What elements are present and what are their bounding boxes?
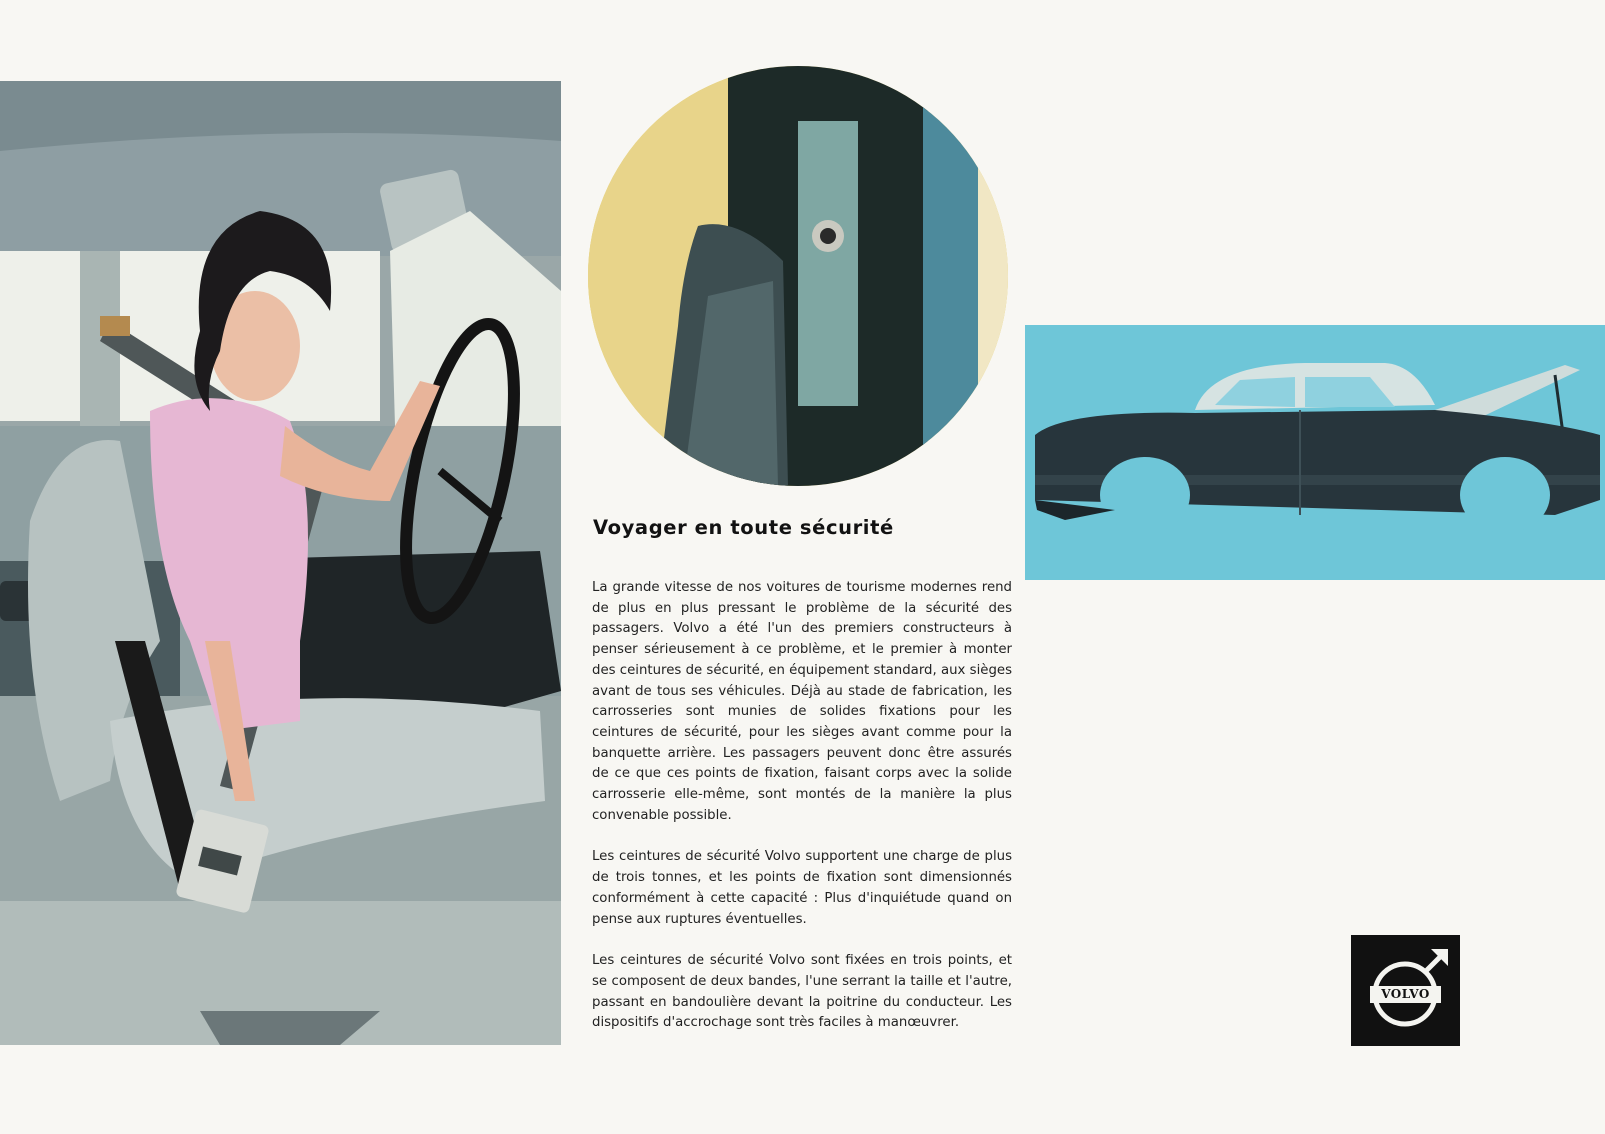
car-body-shell-illustration — [1025, 325, 1605, 580]
paragraph-3: Les ceintures de sécurité Volvo sont fixées en trois points, et se composent de deux bandes, l'une serrant la taille et l'autre, passant en bandoulière devant la poitrine du conducteur. Les dispositifs d'accrochage sont très faciles à manœuvrer. — [592, 953, 1012, 1031]
seatbelt-photo — [0, 81, 561, 1045]
car-interior-illustration — [0, 81, 561, 1045]
body-text — [592, 578, 1012, 1055]
logo-wordmark: VOLVO — [1370, 986, 1441, 1003]
belt-anchor-photo — [588, 66, 1008, 486]
car-body-photo — [1025, 325, 1605, 580]
page-headline: Voyager en toute sécurité — [593, 516, 894, 539]
paragraph-2: Les ceintures de sécurité Volvo supportent une charge de plus de trois tonnes, et les points de fixation sont dimensionnés conformément à cette capacité : Plus d'inquiétude quand on pense aux ruptures éventuelles. — [592, 849, 1012, 927]
paragraph-1: La grande vitesse de nos voitures de tourisme modernes rend de plus en plus pressant le problème de la sécurité des passagers. Volvo a été l'un des premiers constructeurs à penser sérieusement à ce problème, et le premier à monter des ceintures de sécurité, en équipement standard, aux sièges avant de tous ses véhicules. Déjà au stade de fabrication, les carrosseries sont munies de solides fixations pour les ceintures de sécurité, pour les sièges avant comme pour la banquette arrière. Les passagers peuvent donc être assurés de ce que ces points de fixation, faisant corps avec la solide carrosserie elle-même, sont montés de la manière la plus convenable possible. — [592, 580, 1012, 823]
anchor-point-illustration — [588, 66, 1008, 486]
volvo-logo — [1351, 935, 1460, 1046]
